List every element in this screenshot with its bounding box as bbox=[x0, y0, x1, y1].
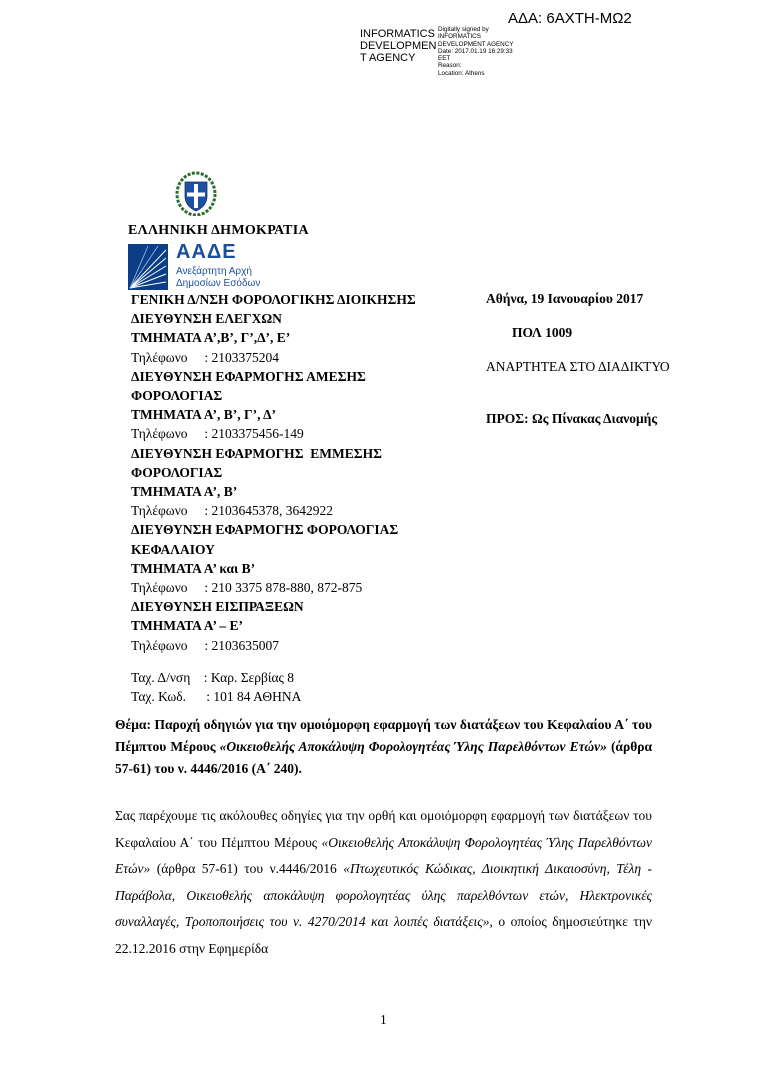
republic-title: ΕΛΛΗΝΙΚΗ ΔΗΜΟΚΡΑΤΙΑ bbox=[128, 223, 309, 238]
document-date: Αθήνα, 19 Ιανουαρίου 2017 bbox=[486, 291, 644, 306]
phone-line: Τηλέφωνο : 2103375456-149 bbox=[131, 426, 304, 442]
subject-paragraph bbox=[115, 714, 652, 780]
department-line: ΔΙΕΥΘΥΝΣΗ ΕΦΑΡΜΟΓΗΣ ΕΜΜΕΣΗΣ bbox=[131, 445, 382, 461]
signature-detail-line: Date: 2017.01.19 16:29:33 bbox=[438, 47, 513, 55]
department-line: ΔΙΕΥΘΥΝΣΗ ΕΦΑΡΜΟΓΗΣ ΦΟΡΟΛΟΓΙΑΣ bbox=[131, 522, 399, 538]
signature-org-line: DEVELOPMEN bbox=[360, 40, 437, 52]
postal-code-line: Ταχ. Κωδ. : 101 84 ΑΘΗΝΑ bbox=[131, 689, 302, 705]
department-line: ΔΙΕΥΘΥΝΣΗ ΕΙΣΠΡΑΞΕΩΝ bbox=[131, 599, 304, 615]
signature-detail-line: Digitally signed by bbox=[438, 26, 489, 33]
body-italic: «Πτωχευτικός Κώδικας, Διοικητική Δικαιοσύνη, Τέλη - Παράβολα, Οικειοθελής αποκάλυψη φορολογητέας ύλης παρελθόντων ετών, Ηλεκτρονικές συναλλαγές, Τροποποιήσεις του ν. 4270/2014 και λοιπές διατάξεις» bbox=[115, 861, 652, 929]
department-line: ΔΙΕΥΘΥΝΣΗ ΕΦΑΡΜΟΓΗΣ ΑΜΕΣΗΣ bbox=[131, 368, 366, 384]
signature-detail-line: DEVELOPMENT AGENCY bbox=[438, 40, 514, 48]
phone-line: Τηλέφωνο : 2103635007 bbox=[131, 637, 280, 653]
phone-line: Τηλέφωνο : 210 3375 878-880, 872-875 bbox=[131, 580, 363, 596]
department-line: ΤΜΗΜΑΤΑ Α’ και Β’ bbox=[131, 560, 256, 576]
aade-logo-mark bbox=[128, 244, 168, 290]
phone-line: Τηλέφωνο : 2103645378, 3642922 bbox=[131, 503, 334, 519]
subject-italic: «Οικειοθελής Αποκάλυψη Φορολογητέας Ύλης Παρελθόντων Ετών» bbox=[219, 739, 607, 754]
publish-notice: ΑΝΑΡΤΗΤΕΑ ΣΤΟ ΔΙΑΔΙΚΤΥΟ bbox=[486, 359, 670, 374]
body-text: (άρθρα 57-61) του ν.4446/2016 bbox=[150, 861, 344, 876]
aade-logo-subtitle: Δημοσίων Εσόδων bbox=[176, 278, 261, 289]
phone-line: Τηλέφωνο : 2103375204 bbox=[131, 349, 280, 365]
recipient-line: ΠΡΟΣ: Ως Πίνακας Διανομής bbox=[486, 411, 658, 426]
department-line: ΤΜΗΜΑΤΑ Α’,Β’, Γ’,Δ’, Ε’ bbox=[131, 330, 291, 346]
pol-number: ΠΟΛ 1009 bbox=[512, 325, 573, 340]
aade-logo-subtitle: Ανεξάρτητη Αρχή bbox=[176, 266, 252, 277]
department-line: ΔΙΕΥΘΥΝΣΗ ΕΛΕΓΧΩΝ bbox=[131, 311, 282, 327]
department-line: ΦΟΡΟΛΟΓΙΑΣ bbox=[131, 388, 223, 404]
signature-detail-line: EET bbox=[438, 55, 451, 63]
signature-details bbox=[438, 26, 548, 77]
body-text: , ο οποίος δημοσιεύτηκε την 22.12.2016 στην Εφημερίδα bbox=[115, 914, 652, 956]
address-line: Ταχ. Δ/νση : Καρ. Σερβίας 8 bbox=[131, 669, 295, 685]
departments-block bbox=[131, 290, 416, 706]
signature-org bbox=[360, 28, 436, 64]
aade-logo-text: ΑΑΔΕ bbox=[176, 241, 237, 263]
department-line: ΚΕΦΑΛΑΙΟΥ bbox=[131, 541, 215, 557]
page-number: 1 bbox=[380, 1012, 387, 1027]
body-paragraph bbox=[115, 803, 652, 962]
department-line: ΤΜΗΜΑΤΑ Α’, Β’ bbox=[131, 484, 238, 500]
department-line: ΦΟΡΟΛΟΓΙΑΣ bbox=[131, 464, 223, 480]
signature-detail-line: Reason: bbox=[438, 62, 462, 70]
body-italic: «Οικειοθελής Αποκάλυψη Φορολογητέας Ύλης Παρελθόντων Ετών» bbox=[115, 834, 652, 876]
body-text: Σας παρέχουμε τις ακόλουθες οδηγίες για την ορθή και ομοιόμορφη εφαρμογή των διατάξεων του Κεφαλαίου Α΄ του Πέμπτου Μέρους bbox=[115, 808, 652, 850]
aade-logo bbox=[128, 236, 328, 292]
subject-text: (άρθρα 57-61) του ν. 4446/2016 (Α΄ 240). bbox=[115, 739, 653, 776]
signature-detail-line: INFORMATICS bbox=[438, 33, 481, 41]
ada-code: ΑΔΑ: 6ΑΧΤΗ-ΜΩ2 bbox=[508, 10, 632, 27]
subject-text: Θέμα: Παροχή οδηγιών για την ομοιόμορφη εφαρμογή των διατάξεων του Κεφαλαίου Α΄ του Πέμπτου Μέρους bbox=[115, 717, 652, 754]
signature-detail-line: Location: Athens bbox=[438, 69, 485, 77]
greek-emblem-icon bbox=[175, 170, 217, 216]
department-line: ΤΜΗΜΑΤΑ Α’ – Ε’ bbox=[131, 618, 243, 634]
department-line: ΓΕΝΙΚΗ Δ/ΝΣΗ ΦΟΡΟΛΟΓΙΚΗΣ ΔΙΟΙΚΗΣΗΣ bbox=[131, 292, 416, 307]
department-line: ΤΜΗΜΑΤΑ Α’, Β’, Γ’, Δ’ bbox=[131, 407, 277, 423]
signature-org-line: INFORMATICS bbox=[360, 28, 435, 40]
signature-org-line: T AGENCY bbox=[360, 52, 416, 64]
